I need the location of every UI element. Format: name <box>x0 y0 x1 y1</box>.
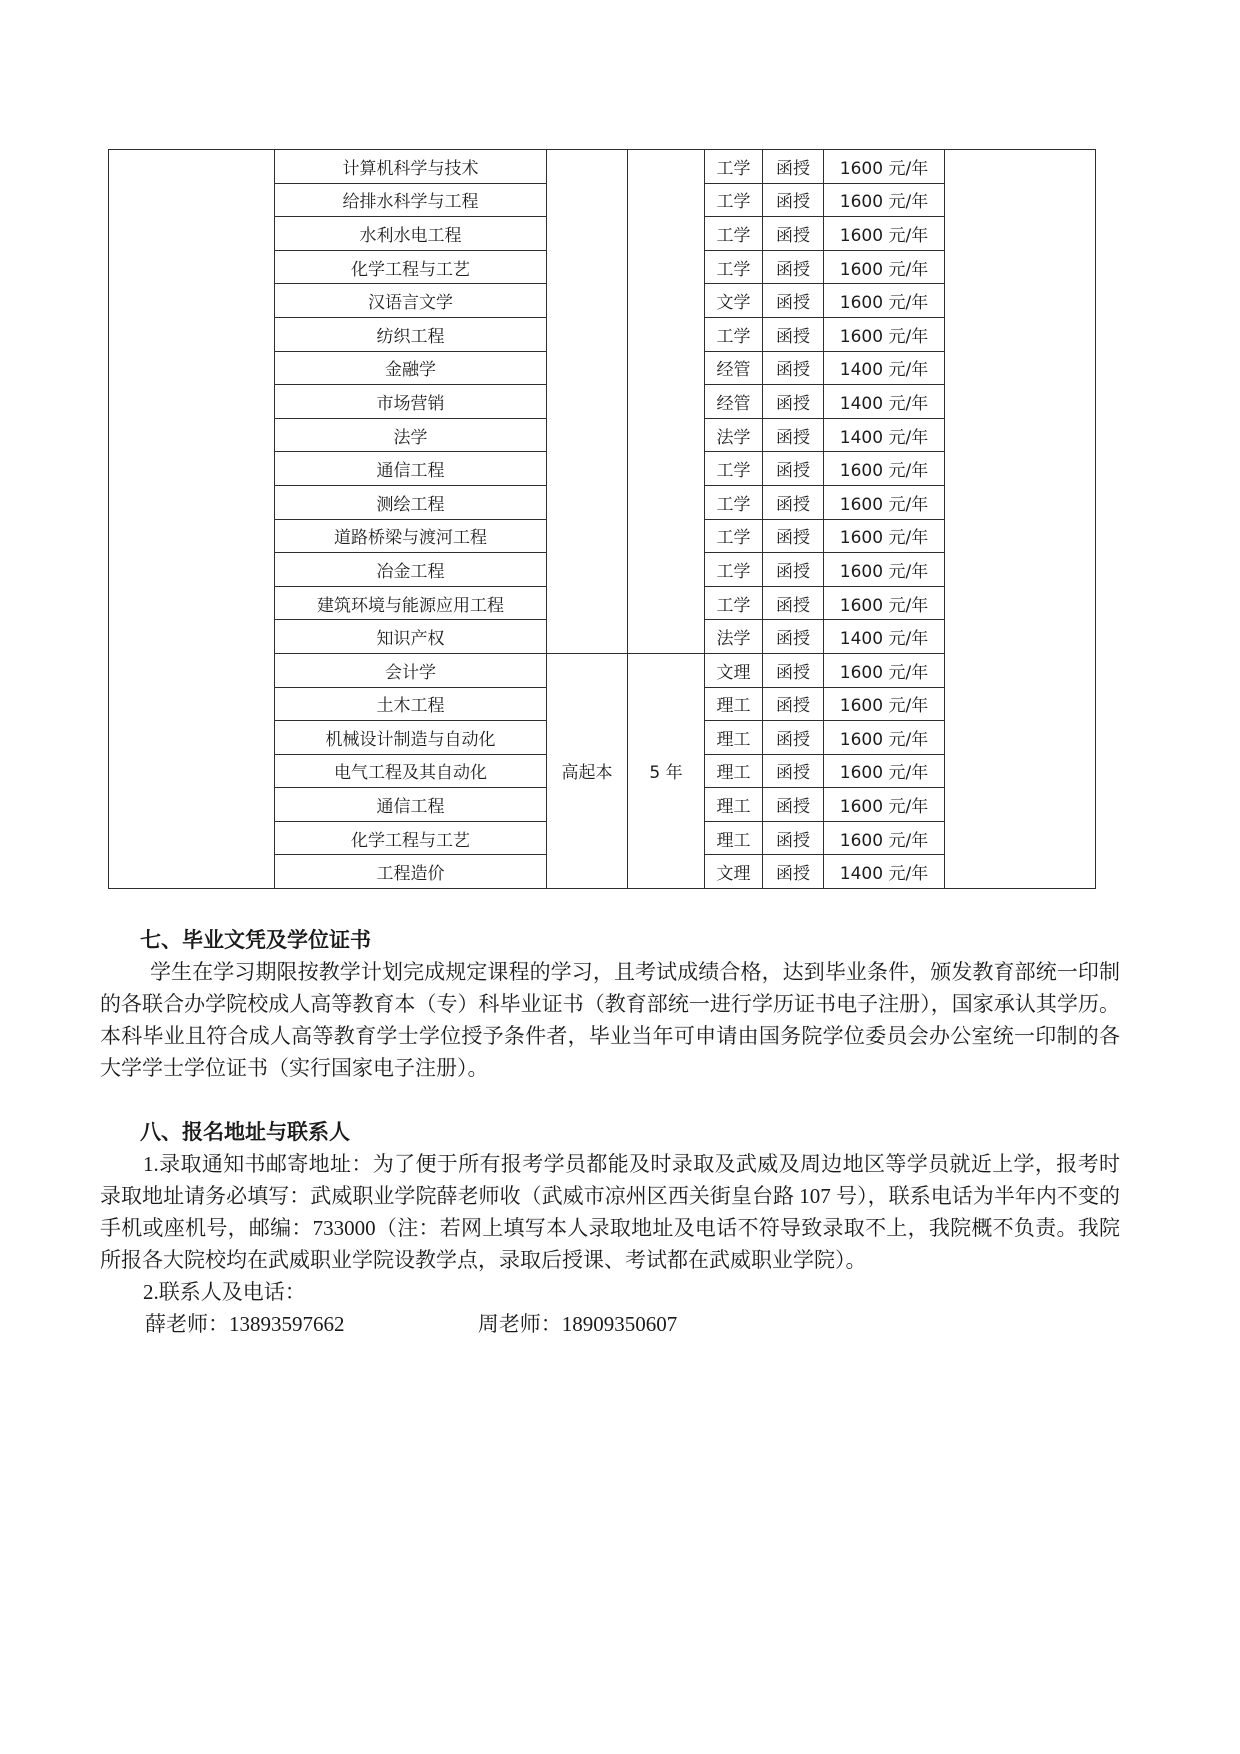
cell-major: 测绘工程 <box>275 485 547 519</box>
cell-major: 土木工程 <box>275 687 547 721</box>
cell-tuition: 1600 元/年 <box>824 754 945 788</box>
cell-mode: 函授 <box>763 821 824 855</box>
cell-category: 法学 <box>705 418 763 452</box>
section-diploma <box>100 924 1120 1084</box>
cell-mode: 函授 <box>763 754 824 788</box>
cell-tuition: 1400 元/年 <box>824 855 945 889</box>
cell-category: 工学 <box>705 183 763 217</box>
cell-duration: 5 年 <box>628 653 705 888</box>
diploma-heading: 七、毕业文凭及学位证书 <box>140 928 371 952</box>
cell-tuition: 1400 元/年 <box>824 351 945 385</box>
cell-level <box>547 150 628 654</box>
cell-tuition: 1600 元/年 <box>824 653 945 687</box>
cell-tuition: 1600 元/年 <box>824 788 945 822</box>
contact-heading: 八、报名地址与联系人 <box>140 1120 350 1144</box>
program-table <box>108 149 1096 889</box>
contact-row <box>100 1308 1120 1340</box>
cell-major: 给排水科学与工程 <box>275 183 547 217</box>
cell-major: 化学工程与工艺 <box>275 821 547 855</box>
contact-teacher-zhou: 周老师：18909350607 <box>477 1312 678 1336</box>
cell-category: 工学 <box>705 485 763 519</box>
cell-mode: 函授 <box>763 485 824 519</box>
cell-category: 文理 <box>705 855 763 889</box>
cell-tuition: 1400 元/年 <box>824 385 945 419</box>
cell-tuition: 1600 元/年 <box>824 284 945 318</box>
cell-tuition: 1600 元/年 <box>824 250 945 284</box>
cell-category: 工学 <box>705 519 763 553</box>
cell-category: 工学 <box>705 217 763 251</box>
cell-major: 汉语言文学 <box>275 284 547 318</box>
cell-duration <box>628 150 705 654</box>
cell-category: 文理 <box>705 653 763 687</box>
cell-major: 道路桥梁与渡河工程 <box>275 519 547 553</box>
cell-major: 通信工程 <box>275 452 547 486</box>
cell-tuition: 1400 元/年 <box>824 620 945 654</box>
cell-level: 高起本 <box>547 653 628 888</box>
cell-category: 工学 <box>705 150 763 184</box>
cell-major: 电气工程及其自动化 <box>275 754 547 788</box>
contact-teacher-xue: 薛老师：13893597662 <box>145 1312 345 1336</box>
cell-mode: 函授 <box>763 452 824 486</box>
cell-mode: 函授 <box>763 183 824 217</box>
cell-mode: 函授 <box>763 855 824 889</box>
cell-major: 计算机科学与技术 <box>275 150 547 184</box>
cell-category: 理工 <box>705 821 763 855</box>
cell-note <box>945 150 1096 889</box>
cell-category: 理工 <box>705 721 763 755</box>
cell-tuition: 1600 元/年 <box>824 183 945 217</box>
cell-mode: 函授 <box>763 519 824 553</box>
cell-mode: 函授 <box>763 721 824 755</box>
cell-major: 机械设计制造与自动化 <box>275 721 547 755</box>
cell-category: 工学 <box>705 553 763 587</box>
cell-major: 法学 <box>275 418 547 452</box>
cell-major: 纺织工程 <box>275 317 547 351</box>
cell-tuition: 1600 元/年 <box>824 821 945 855</box>
cell-category: 工学 <box>705 250 763 284</box>
cell-mode: 函授 <box>763 653 824 687</box>
contact-address-paragraph: 1.录取通知书邮寄地址：为了便于所有报考学员都能及时录取及武威及周边地区等学员就近上学，报考时录取地址请务必填写：武威职业学院薛老师收（武威市凉州区西关街皇台路 107 号），联系电话为半年内不变的手机或座机号，邮编：733000（注：若网上填写本人录取地址及电话不符导致录取不上，我院概不负责。我院所报各大院校均在武威职业学院设教学点，录取后授课、考试都在武威职业学院）。 <box>100 1152 1120 1272</box>
cell-tuition: 1600 元/年 <box>824 317 945 351</box>
cell-mode: 函授 <box>763 620 824 654</box>
cell-mode: 函授 <box>763 150 824 184</box>
cell-tuition: 1400 元/年 <box>824 418 945 452</box>
cell-category: 工学 <box>705 586 763 620</box>
cell-tuition: 1600 元/年 <box>824 586 945 620</box>
contact-phone-label: 2.联系人及电话： <box>143 1280 306 1304</box>
cell-mode: 函授 <box>763 284 824 318</box>
cell-mode: 函授 <box>763 788 824 822</box>
cell-tuition: 1600 元/年 <box>824 485 945 519</box>
cell-category: 工学 <box>705 452 763 486</box>
cell-category: 法学 <box>705 620 763 654</box>
cell-mode: 函授 <box>763 250 824 284</box>
cell-major: 水利水电工程 <box>275 217 547 251</box>
cell-mode: 函授 <box>763 687 824 721</box>
cell-category: 工学 <box>705 317 763 351</box>
cell-major: 市场营销 <box>275 385 547 419</box>
cell-major: 会计学 <box>275 653 547 687</box>
cell-mode: 函授 <box>763 553 824 587</box>
section-contact <box>100 1116 1120 1340</box>
cell-major: 冶金工程 <box>275 553 547 587</box>
cell-tuition: 1600 元/年 <box>824 217 945 251</box>
cell-mode: 函授 <box>763 418 824 452</box>
cell-tuition: 1600 元/年 <box>824 452 945 486</box>
cell-category: 文学 <box>705 284 763 318</box>
cell-tuition: 1600 元/年 <box>824 519 945 553</box>
program-table-body <box>109 150 1096 889</box>
diploma-paragraph: 学生在学习期限按教学计划完成规定课程的学习，且考试成绩合格，达到毕业条件，颁发教育部统一印制的各联合办学院校成人高等教育本（专）科毕业证书（教育部统一进行学历证书电子注册），国家承认其学历。本科毕业且符合成人高等教育学士学位授予条件者，毕业当年可申请由国务院学位委员会办公室统一印制的各大学学士学位证书（实行国家电子注册）。 <box>100 960 1120 1080</box>
cell-tuition: 1600 元/年 <box>824 553 945 587</box>
cell-major: 知识产权 <box>275 620 547 654</box>
cell-category: 理工 <box>705 687 763 721</box>
cell-category: 经管 <box>705 385 763 419</box>
cell-major: 建筑环境与能源应用工程 <box>275 586 547 620</box>
cell-category: 理工 <box>705 788 763 822</box>
cell-category: 理工 <box>705 754 763 788</box>
cell-tuition: 1600 元/年 <box>824 721 945 755</box>
cell-mode: 函授 <box>763 385 824 419</box>
cell-major: 化学工程与工艺 <box>275 250 547 284</box>
cell-major: 通信工程 <box>275 788 547 822</box>
cell-mode: 函授 <box>763 586 824 620</box>
table-row <box>109 150 1096 184</box>
cell-major: 金融学 <box>275 351 547 385</box>
cell-school <box>109 150 275 889</box>
cell-tuition: 1600 元/年 <box>824 687 945 721</box>
cell-mode: 函授 <box>763 351 824 385</box>
cell-mode: 函授 <box>763 217 824 251</box>
cell-category: 经管 <box>705 351 763 385</box>
cell-major: 工程造价 <box>275 855 547 889</box>
cell-tuition: 1600 元/年 <box>824 150 945 184</box>
cell-mode: 函授 <box>763 317 824 351</box>
